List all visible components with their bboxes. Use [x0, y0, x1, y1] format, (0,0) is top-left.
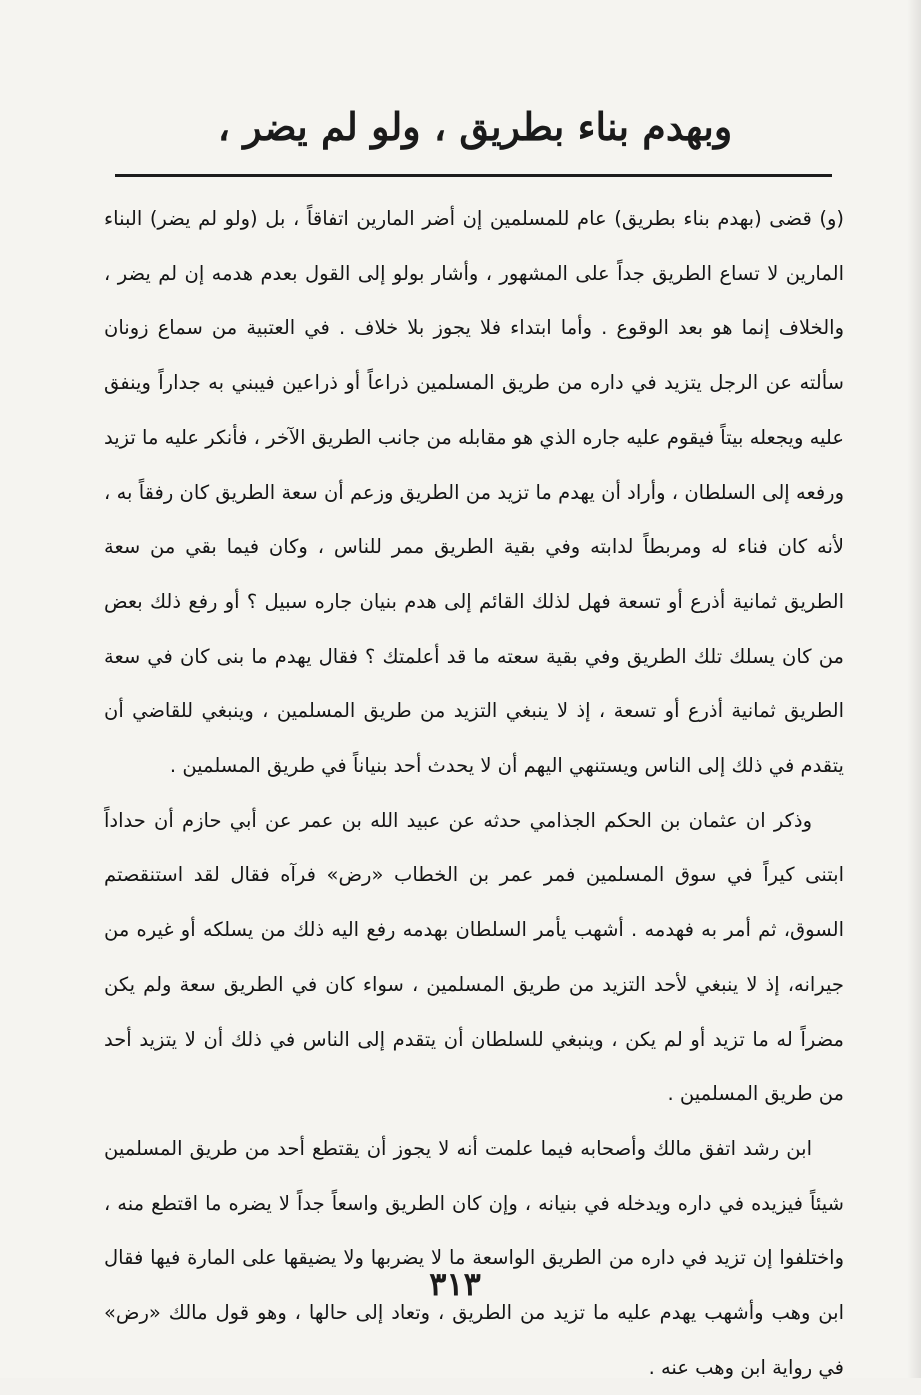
page-heading: وبهدم بناء بطريق ، ولو لم يضر ، — [217, 104, 733, 149]
body-text — [104, 192, 844, 1395]
paragraph-1: (و) قضى (بهدم بناء بطريق) عام للمسلمين إن أضر المارين اتفاقاً ، بل (ولو لم يضر) البناء المارين لا تساع الطريق جداً على المشهور ، وأشار بولو إلى القول بعدم هدمه إن لم يضر ، والخلاف إنما هو بعد الوقوع . وأما ابتداء فلا يجوز بلا خلاف . في العتبية من سماع زونان سألته عن الرجل يتزيد في داره من طريق المسلمين ذراعاً أو ذراعين فيبني به جداراً وينفق عليه ويجعله بيتاً فيقوم عليه جاره الذي هو مقابله من جانب الطريق الآخر ، فأنكر عليه ما تزيد ورفعه إلى السلطان ، وأراد أن يهدم ما تزيد من الطريق وزعم أن سعة الطريق كان رفقاً به ، لأنه كان فناء له ومربطاً لدابته وفي بقية الطريق ممر للناس ، وكان فيما بقي من سعة الطريق ثمانية أذرع أو تسعة فهل لذلك القائم إلى هدم بنيان جاره سبيل ؟ أو رفع ذلك بعض من كان يسلك تلك الطريق وفي بقية سعته ما قد أعلمتك ؟ فقال يهدم ما بنى كان في سعة الطريق ثمانية أذرع أو تسعة ، إذ لا ينبغي التزيد من طريق المسلمين ، وينبغي للقاضي أن يتقدم في ذلك إلى الناس ويستنهي اليهم أن لا يحدث أحد بنياناً في طريق المسلمين . — [104, 207, 844, 778]
heading-rule — [115, 174, 832, 177]
paragraph-3: ابن رشد اتفق مالك وأصحابه فيما علمت أنه لا يجوز أن يقتطع أحد من طريق المسلمين شيئاً فيزيده في داره ويدخله في بنيانه ، وإن كان الطريق واسعاً جداً لا يضره ما اقتطع منه ، واختلفوا إن تزيد في داره من الطريق الواسعة ما لا يضربها ولا يضيقها على المارة فيها فقال ابن وهب وأشهب يهدم عليه ما تزيد من الطريق ، وتعاد إلى حالها ، وهو قول مالك «رض» في رواية ابن وهب عنه . — [104, 1136, 844, 1379]
page-edge-shadow — [907, 0, 921, 1378]
page-number: ٣١٣ — [429, 1265, 481, 1303]
paragraph-2: وذكر ان عثمان بن الحكم الجذامي حدثه عن عبيد الله بن عمر عن أبي حازم أن حداداً ابتنى كيراً في سوق المسلمين فمر عمر بن الخطاب «رض» فرآه فقال لقد استنقصتم السوق، ثم أمر به فهدمه . أشهب يأمر السلطان بهدمه رفع اليه ذلك من يسلكه أو غيره من جيرانه، إذ لا ينبغي لأحد التزيد من طريق المسلمين ، سواء كان في الطريق سعة ولم يكن مضراً له ما تزيد أو لم يكن ، وينبغي للسلطان أن يتقدم إلى الناس في ذلك أن لا يتزيد أحد من طريق المسلمين . — [104, 808, 844, 1106]
